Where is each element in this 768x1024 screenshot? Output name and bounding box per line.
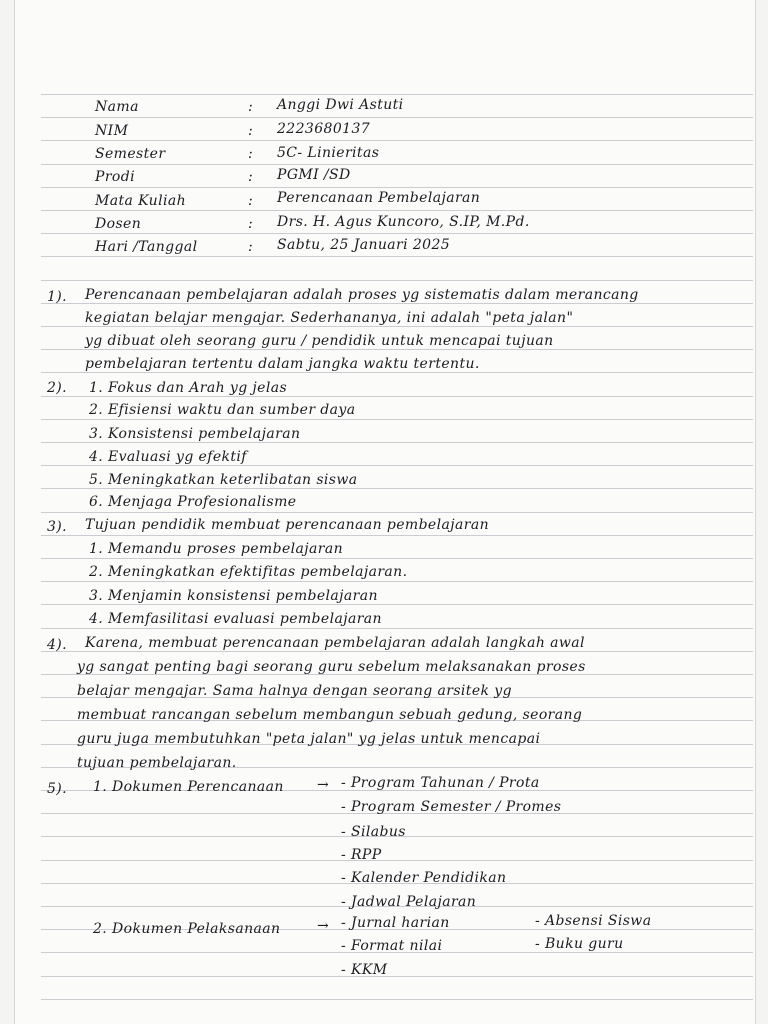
answer-line: tujuan pembelajaran. (77, 755, 237, 771)
list-item: - Silabus (341, 824, 406, 840)
answer-line: membuat rancangan sebelum membangun sebuah gedung, seorang (77, 707, 583, 723)
colon: : (248, 123, 254, 139)
list-item: 3. Menjamin konsistensi pembelajaran (89, 588, 378, 604)
label-dosen: Dosen (95, 216, 142, 232)
answer-line: belajar mengajar. Sama halnya dengan seorang arsitek yg (77, 683, 512, 699)
value-prodi: PGMI /SD (277, 167, 351, 183)
list-item: 2. Efisiensi waktu dan sumber daya (89, 402, 356, 418)
answer-line: yg sangat penting bagi seorang guru sebelum melaksanakan proses (77, 659, 586, 675)
colon: : (248, 216, 254, 232)
answer-number: 4). (47, 637, 68, 653)
answer-number: 3). (47, 519, 68, 535)
list-item: - Format nilai (341, 938, 443, 954)
answer-line: pembelajaran tertentu dalam jangka waktu tertentu. (85, 356, 480, 372)
answer-line: guru juga membutuhkan "peta jalan" yg jelas untuk mencapai (77, 731, 541, 747)
list-item: - Jadwal Pelajaran (341, 894, 477, 910)
list-item: - Absensi Siswa (535, 913, 652, 929)
ruled-line (41, 140, 753, 141)
answer-line: yg dibuat oleh seorang guru / pendidik untuk mencapai tujuan (85, 333, 554, 349)
list-item: - KKM (341, 962, 388, 978)
ruled-line (41, 256, 753, 257)
value-nim: 2223680137 (277, 121, 371, 137)
answer-line: Perencanaan pembelajaran adalah proses yg sistematis dalam merancang (85, 287, 639, 303)
value-nama: Anggi Dwi Astuti (277, 97, 404, 113)
document-category-label: 2. Dokumen Pelaksanaan (93, 921, 281, 937)
label-hari-tanggal: Hari /Tanggal (95, 239, 198, 255)
value-mata-kuliah: Perencanaan Pembelajaran (277, 190, 481, 206)
ruled-line (41, 117, 753, 118)
colon: : (248, 169, 254, 185)
label-nama: Nama (95, 99, 139, 115)
ruled-line (41, 94, 753, 95)
ruled-line (41, 210, 753, 211)
answer-number: 1). (47, 289, 68, 305)
ruled-line (41, 558, 753, 559)
ruled-line (41, 233, 753, 234)
value-hari-tanggal: Sabtu, 25 Januari 2025 (277, 237, 451, 253)
ruled-line (41, 999, 753, 1000)
ruled-line (41, 581, 753, 582)
answer-number: 2). (47, 380, 68, 396)
list-item: - Jurnal harian (341, 915, 450, 931)
list-item: 1. Memandu proses pembelajaran (89, 541, 344, 557)
answer-line: kegiatan belajar mengajar. Sederhananya, ini adalah "peta jalan" (85, 310, 574, 326)
list-item: - RPP (341, 847, 382, 863)
list-item: 5. Meningkatkan keterlibatan siswa (89, 472, 358, 488)
ruled-line (41, 280, 753, 281)
list-item: - Kalender Pendidikan (341, 870, 507, 886)
value-dosen: Drs. H. Agus Kuncoro, S.IP, M.Pd. (277, 214, 530, 230)
answer-intro: Tujuan pendidik membuat perencanaan pembelajaran (85, 517, 489, 533)
list-item: 3. Konsistensi pembelajaran (89, 426, 301, 442)
answer-line: Karena, membuat perencanaan pembelajaran adalah langkah awal (85, 635, 585, 651)
label-semester: Semester (95, 146, 166, 162)
document-category-label: 1. Dokumen Perencanaan (93, 779, 284, 795)
list-item: 4. Evaluasi yg efektif (89, 449, 247, 465)
arrow-right-icon: → (317, 918, 330, 934)
ruled-line (41, 512, 753, 513)
ruled-line (41, 187, 753, 188)
ruled-line (41, 860, 753, 861)
list-item: - Program Semester / Promes (341, 799, 562, 815)
ruled-line (41, 535, 753, 536)
label-mata-kuliah: Mata Kuliah (95, 193, 186, 209)
colon: : (248, 239, 254, 255)
colon: : (248, 146, 254, 162)
arrow-right-icon: → (317, 777, 330, 793)
ruled-line (41, 164, 753, 165)
colon: : (248, 193, 254, 209)
answer-number: 5). (47, 781, 68, 797)
list-item: 4. Memfasilitasi evaluasi pembelajaran (89, 611, 382, 627)
list-item: 6. Menjaga Profesionalisme (89, 494, 297, 510)
ruled-line (41, 976, 753, 977)
notebook-page (14, 0, 756, 1024)
list-item: 1. Fokus dan Arah yg jelas (89, 380, 288, 396)
list-item: - Program Tahunan / Prota (341, 775, 540, 791)
label-nim: NIM (95, 123, 129, 139)
list-item: - Buku guru (535, 936, 624, 952)
value-semester: 5C- Linieritas (277, 145, 380, 161)
colon: : (248, 99, 254, 115)
label-prodi: Prodi (95, 169, 135, 185)
list-item: 2. Meningkatkan efektifitas pembelajaran. (89, 564, 408, 580)
